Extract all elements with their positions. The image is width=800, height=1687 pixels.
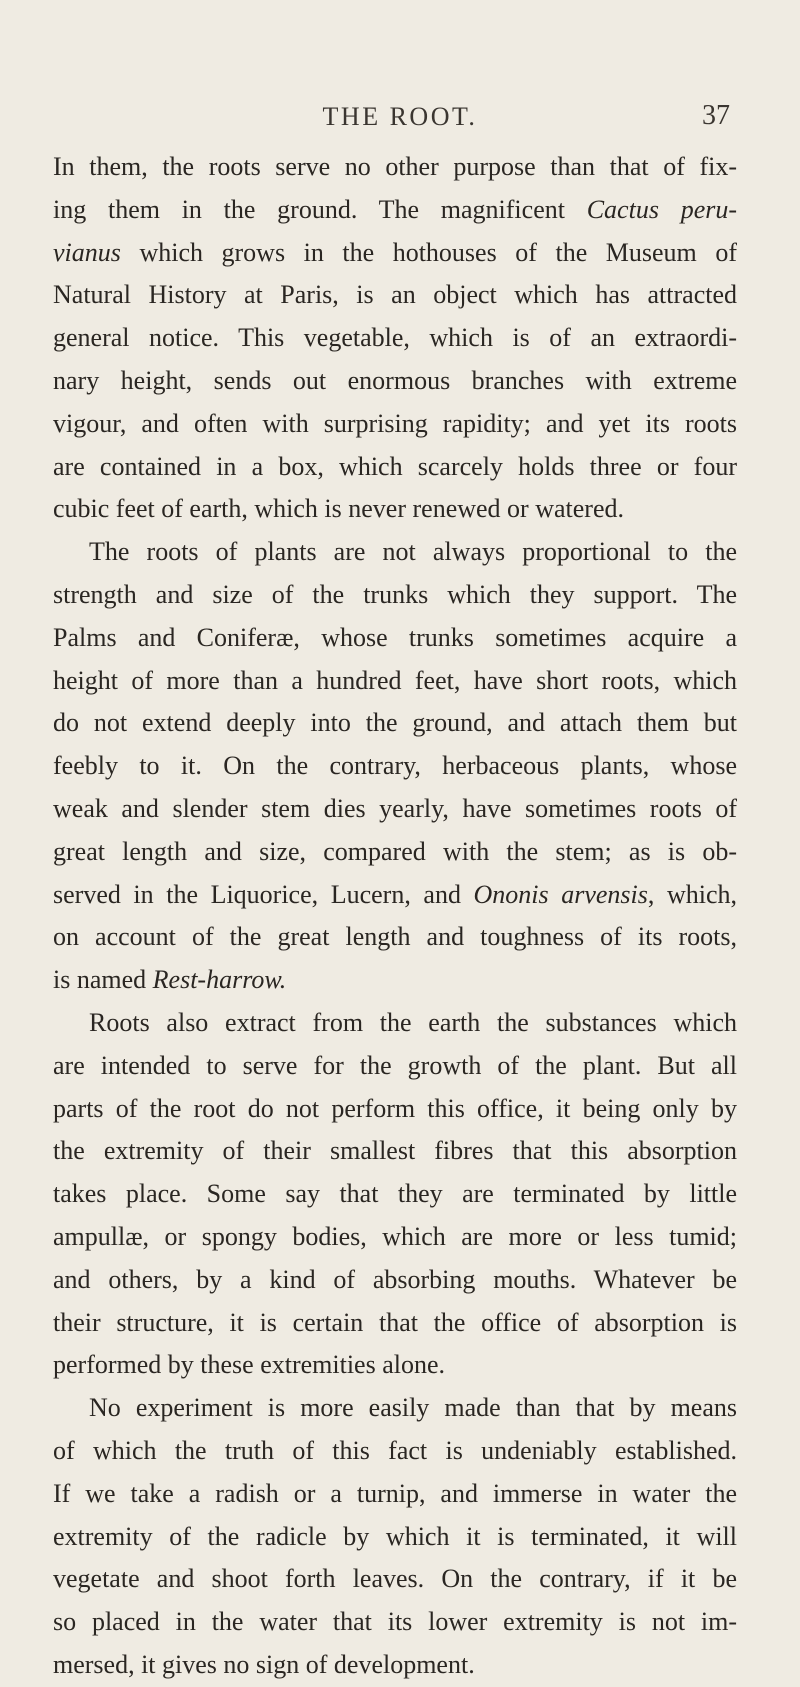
text-segment: which grows in the hothouses of the Museum of: [120, 237, 737, 267]
text-line: [53, 1216, 737, 1259]
text-segment: nary height, sends out enormous branches with extreme: [53, 365, 737, 395]
text-line: [53, 317, 737, 360]
text-segment: In them, the roots serve no other purpose than that of fix-: [53, 152, 737, 181]
text-segment: mersed, it gives no sign of development.: [53, 1649, 475, 1679]
text-line: [53, 1002, 737, 1045]
page-header: [0, 100, 800, 134]
text-segment: Natural History at Paris, is an object which has attracted: [53, 280, 737, 310]
body-text: [53, 146, 737, 1687]
text-segment: strength and size of the trunks which they support. The: [53, 579, 737, 609]
text-segment: cubic feet of earth, which is never renewed or watered.: [53, 494, 624, 524]
text-line: [53, 446, 737, 489]
text-segment: general notice. This vegetable, which is of an extraordi-: [53, 323, 737, 353]
italic-text: vianus: [53, 237, 121, 267]
text-line: [53, 745, 737, 788]
text-line: [53, 1344, 737, 1387]
text-segment: served in the Liquorice, Lucern, and: [53, 879, 474, 909]
text-segment: ampullæ, or spongy bodies, which are more or less tumid;: [53, 1221, 737, 1251]
text-segment: and others, by a kind of absorbing mouths. Whatever be: [53, 1264, 737, 1294]
text-line: [53, 1088, 737, 1131]
text-line: [53, 660, 737, 703]
text-segment: No experiment is more easily made than that by means: [89, 1393, 737, 1423]
text-line: [53, 874, 737, 917]
paragraph: [53, 146, 737, 531]
text-segment: vigour, and often with surprising rapidity; and yet its roots: [53, 408, 737, 438]
text-line: [53, 1601, 737, 1644]
text-line: [53, 1387, 737, 1430]
text-segment: are intended to serve for the growth of the plant. But all: [53, 1050, 737, 1080]
text-line: [53, 1045, 737, 1088]
text-segment: Palms and Coniferæ, whose trunks sometimes acquire a: [53, 622, 737, 652]
text-segment: is named: [53, 965, 153, 995]
text-line: [53, 831, 737, 874]
text-line: [53, 1430, 737, 1473]
text-segment: performed by these extremities alone.: [53, 1350, 446, 1380]
text-line: [53, 1259, 737, 1302]
running-head: THE ROOT.: [322, 102, 478, 131]
text-segment: weak and slender stem dies yearly, have sometimes roots of: [53, 793, 737, 823]
text-line: [53, 274, 737, 317]
text-segment: If we take a radish or a turnip, and immerse in water the: [53, 1478, 737, 1508]
paragraph: [53, 531, 737, 1002]
text-line: [53, 1644, 737, 1687]
text-segment: feebly to it. On the contrary, herbaceous plants, whose: [53, 751, 737, 781]
paragraph: [53, 1002, 737, 1387]
text-line: [53, 531, 737, 574]
italic-text: Ononis arvensis: [473, 879, 648, 909]
text-segment: , which,: [647, 879, 737, 909]
text-segment: vegetate and shoot forth leaves. On the contrary, if it be: [53, 1564, 737, 1594]
text-segment: on account of the great length and toughness of its roots,: [53, 922, 737, 952]
text-segment: ing them in the ground. The magnificent: [53, 194, 587, 224]
text-line: [53, 488, 737, 531]
text-line: [53, 617, 737, 660]
text-line: [53, 1558, 737, 1601]
text-line: [53, 360, 737, 403]
text-line: [53, 1473, 737, 1516]
text-segment: The roots of plants are not always proportional to the: [89, 537, 737, 567]
text-line: [53, 1302, 737, 1345]
text-segment: great length and size, compared with the stem; as is ob-: [53, 836, 737, 866]
text-segment: parts of the root do not perform this office, it being only by: [53, 1093, 737, 1123]
text-segment: are contained in a box, which scarcely holds three or four: [53, 451, 737, 481]
text-line: [53, 574, 737, 617]
text-segment: their structure, it is certain that the office of absorption is: [53, 1307, 737, 1337]
page-number: 37: [702, 100, 730, 131]
text-line: [53, 403, 737, 446]
text-segment: takes place. Some say that they are terminated by little: [53, 1179, 737, 1209]
text-line: [53, 146, 737, 189]
text-segment: Roots also extract from the earth the substances which: [89, 1007, 737, 1037]
text-line: [53, 1130, 737, 1173]
text-line: [53, 1173, 737, 1216]
italic-text: Cactus peru-: [586, 194, 737, 224]
text-line: [53, 232, 737, 275]
text-segment: extremity of the radicle by which it is terminated, it will: [53, 1521, 737, 1551]
text-segment: of which the truth of this fact is undeniably established.: [53, 1435, 737, 1465]
italic-text: Rest-harrow.: [152, 965, 287, 995]
text-segment: so placed in the water that its lower extremity is not im-: [53, 1607, 737, 1637]
text-line: [53, 1516, 737, 1559]
paragraph: [53, 1387, 737, 1687]
text-segment: height of more than a hundred feet, have short roots, which: [53, 665, 737, 695]
text-segment: the extremity of their smallest fibres that this absorption: [53, 1136, 737, 1166]
text-line: [53, 916, 737, 959]
text-line: [53, 788, 737, 831]
text-line: [53, 702, 737, 745]
text-line: [53, 959, 737, 1002]
text-segment: do not extend deeply into the ground, and attach them but: [53, 708, 737, 738]
text-line: [53, 189, 737, 232]
